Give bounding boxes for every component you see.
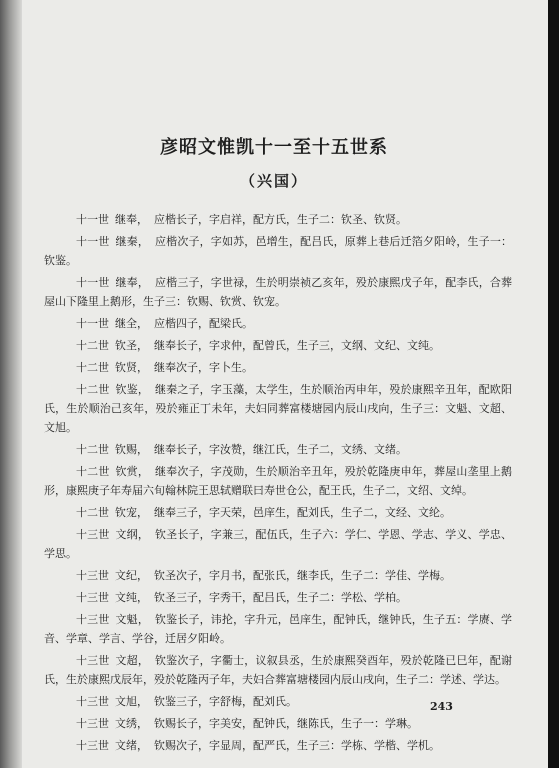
genealogy-entry [44, 273, 512, 311]
genealogy-entry [44, 588, 512, 607]
generation-label: 十二世 [76, 465, 110, 478]
page-subtitle: （兴国） [239, 172, 308, 190]
person-name: 文纯， [115, 591, 148, 604]
genealogy-entry [44, 210, 512, 229]
generation-label: 十三世 [76, 591, 109, 604]
person-name: 文超， [115, 654, 149, 667]
entry-text: 钦圣次子，字月书，配张氏，继李氏，生子二：学佳、学梅。 [154, 569, 451, 582]
genealogy-entry [44, 714, 512, 733]
page-number: 243 [430, 700, 453, 713]
genealogy-entry [44, 462, 512, 500]
generation-label: 十三世 [76, 695, 109, 708]
person-name: 继奉， [115, 213, 148, 226]
genealogy-entry [44, 736, 512, 755]
generation-label: 十三世 [76, 654, 110, 667]
entry-text: 继奉次子，字卜生。 [154, 361, 253, 374]
generation-label: 十一世 [76, 317, 109, 330]
entry-text: 继奉长子，字汝赞，继江氏，生子二，文绣、文绪。 [154, 443, 407, 456]
entry-text: 继秦之子，字玉藻，太学生，生於顺治丙申年，殁於康熙辛丑年，配欧阳氏，生於顺治己亥年，殁於雍正丁未年，夫妇同葬富楼塘园内辰山戌向，生子三：文魁、文超、文旭。 [44, 383, 513, 434]
entry-text: 应楷三子，字世禄，生於明崇祯乙亥年，殁於康熙戊子年，配李氏，合葬屋山下隆里上鹅形，生子三：钦赐、钦赏、钦宠。 [44, 276, 513, 308]
person-name: 文魁， [115, 613, 149, 626]
person-name: 文绣， [115, 717, 148, 730]
entry-text: 钦赐长子，字美安，配钟氏，继陈氏，生子一：学琳。 [154, 717, 418, 730]
genealogy-entry [44, 525, 512, 563]
person-name: 文旭， [115, 695, 148, 708]
person-name: 文纲， [115, 528, 149, 541]
generation-label: 十三世 [76, 528, 110, 541]
genealogy-entry [44, 566, 512, 585]
entry-text: 钦鉴次子，字衢士，议叙县丞，生於康熙癸酉年，殁於乾隆已巳年，配谢氏，生於康熙戊辰年，殁於乾隆丙子年，夫妇合葬富塘楼园内辰山戌向，生子二：学述、学达。 [44, 654, 513, 686]
entry-text: 钦圣长子，字兼三，配伍氏，生子六：学仁、学恩、学志、学义、学忠、学思。 [44, 528, 513, 560]
entry-text: 钦鉴三子，字舒梅，配刘氏。 [154, 695, 297, 708]
generation-label: 十二世 [76, 361, 109, 374]
page-title: 彦昭文惟凯十一至十五世系 [160, 137, 388, 158]
entry-text: 继奉长子，字求仲，配曾氏，生子三，文纲、文纪、文纯。 [154, 339, 440, 352]
genealogy-entry [44, 232, 512, 270]
person-name: 钦宠， [115, 506, 148, 519]
person-name: 继秦， [115, 235, 149, 248]
entry-text: 继奉三子，字天荣，邑庠生，配刘氏，生子二，文经、文纶。 [154, 506, 451, 519]
generation-label: 十一世 [76, 276, 110, 289]
entry-text: 应楷次子，字如苏，邑增生，配吕氏，原葬上巷后迁箔夕阳岭，生子一：钦鉴。 [44, 235, 513, 267]
person-name: 文纪， [115, 569, 148, 582]
entry-text: 应楷四子，配梁氏。 [154, 317, 253, 330]
person-name: 钦鉴， [115, 383, 149, 396]
generation-label: 十三世 [76, 569, 109, 582]
generation-label: 十二世 [76, 443, 109, 456]
person-name: 钦赏， [115, 465, 149, 478]
generation-label: 十二世 [76, 383, 110, 396]
person-name: 文绪， [115, 739, 148, 752]
person-name: 继奉， [115, 276, 149, 289]
entry-text: 应楷长子，字启祥，配方氏，生子二：钦圣、钦贤。 [154, 213, 407, 226]
entry-text: 钦圣三子，字秀干，配吕氏，生子二：学松、学柏。 [154, 591, 407, 604]
genealogy-entry [44, 336, 512, 355]
generation-label: 十三世 [76, 717, 109, 730]
genealogy-body [44, 210, 512, 758]
entry-text: 钦赐次子，字显周，配严氏，生子三：学栋、学楷、学机。 [154, 739, 440, 752]
entry-text: 钦鉴长子，讳抡，字升元，邑庠生，配钟氏，继钟氏，生子五：学赓、学音、学章、学言、学谷，迁居夕阳岭。 [44, 613, 513, 645]
person-name: 钦贤， [115, 361, 148, 374]
scan-edge [548, 0, 559, 768]
generation-label: 十一世 [76, 213, 109, 226]
genealogy-entry [44, 314, 512, 333]
generation-label: 十三世 [76, 613, 110, 626]
genealogy-entry [44, 358, 512, 377]
book-spine-shadow [0, 0, 22, 768]
generation-label: 十二世 [76, 506, 109, 519]
genealogy-entry [44, 610, 512, 648]
person-name: 钦赐， [115, 443, 148, 456]
generation-label: 十二世 [76, 339, 109, 352]
entry-text: 继奉次子，字茂勋，生於顺治辛丑年，殁於乾隆庚申年，葬屋山垄里上鹅形，康熙庚子年寿届六旬翰林院王思轼赠联曰寿世仓公，配王氏，生子二，文绍、文绰。 [44, 465, 513, 497]
person-name: 继全， [115, 317, 148, 330]
generation-label: 十三世 [76, 739, 109, 752]
generation-label: 十一世 [76, 235, 110, 248]
genealogy-entry [44, 440, 512, 459]
genealogy-entry [44, 651, 512, 689]
bleed-through-text [230, 62, 530, 132]
person-name: 钦圣， [115, 339, 148, 352]
genealogy-entry [44, 503, 512, 522]
genealogy-entry [44, 380, 512, 437]
